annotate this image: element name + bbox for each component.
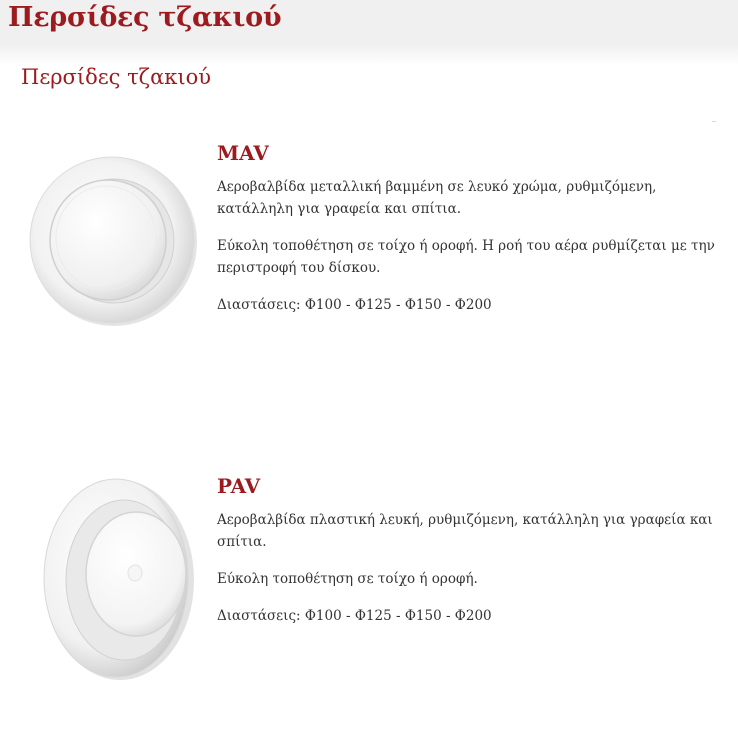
divider — [712, 121, 716, 122]
product-description: Εύκολη τοποθέτηση σε τοίχο ή οροφή. — [217, 571, 478, 587]
product-description: Εύκολη τοποθέτηση σε τοίχο ή οροφή. Η ροή του αέρα ρυθμίζεται με την περιστροφή του δίσκου. — [217, 238, 715, 276]
page-heading: Περσίδες τζακιού — [21, 65, 212, 89]
panel-edge — [0, 44, 738, 66]
product-image-mav — [22, 148, 208, 334]
product-dimensions: Διαστάσεις: Φ100 - Φ125 - Φ150 - Φ200 — [217, 608, 492, 624]
product-name: PAV — [217, 474, 261, 498]
site-title[interactable]: Περσίδες τζακιού — [8, 2, 282, 33]
product-description: Αεροβαλβίδα μεταλλική βαμμένη σε λευκό χρώμα, ρυθμιζόμενη, κατάλληλη για γραφεία και σπίτια. — [217, 179, 657, 217]
product-description: Αεροβαλβίδα πλαστική λευκή, ρυθμιζόμενη, κατάλληλη για γραφεία και σπίτια. — [217, 512, 713, 550]
product-dimensions: Διαστάσεις: Φ100 - Φ125 - Φ150 - Φ200 — [217, 297, 492, 313]
product-name: MAV — [217, 141, 269, 165]
product-image-pav — [32, 476, 202, 686]
